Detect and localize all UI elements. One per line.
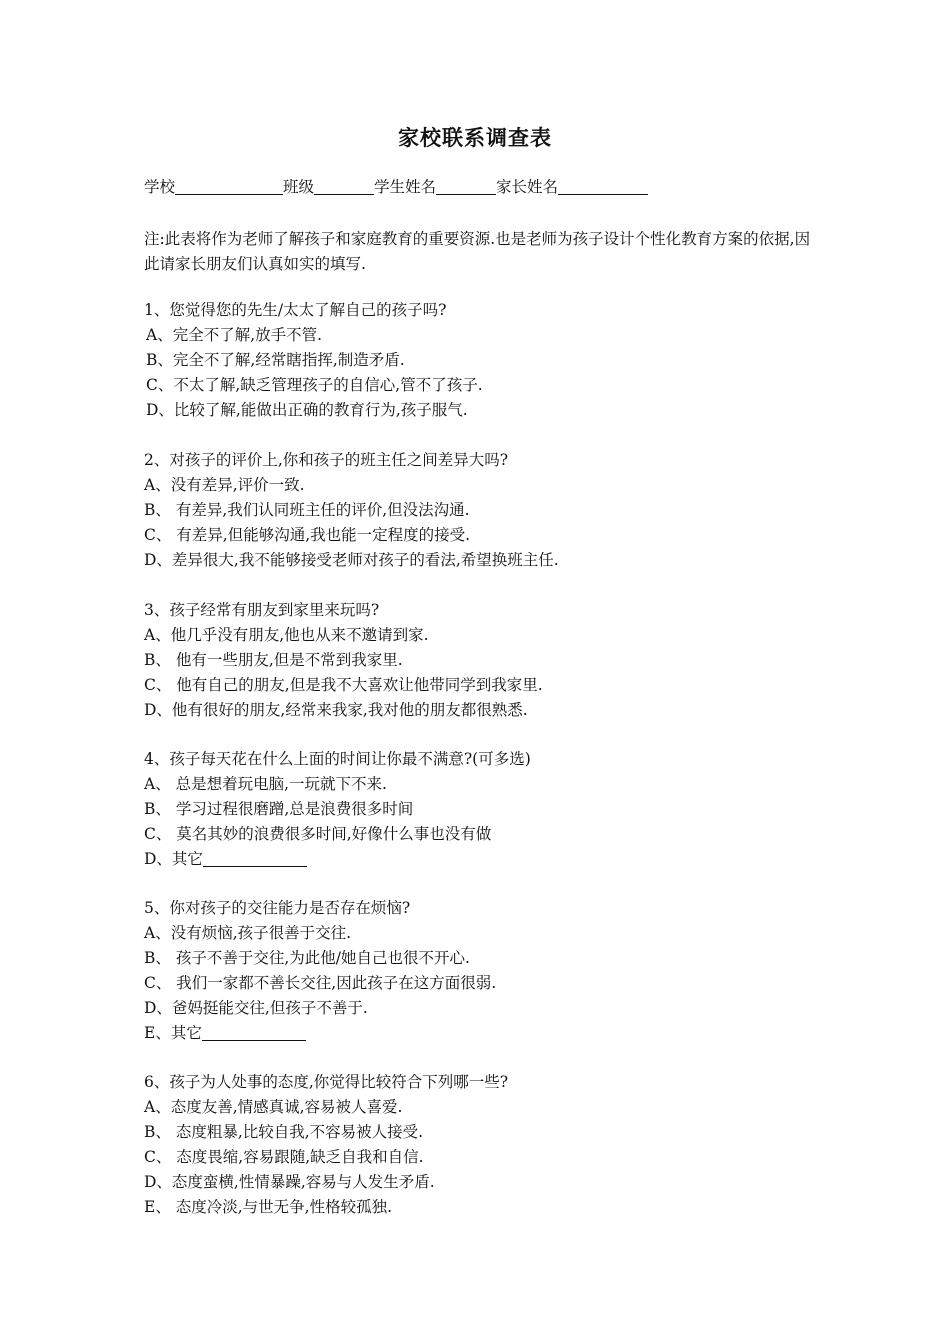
question-title: 2、对孩子的评价上,你和孩子的班主任之间差异大吗? — [144, 451, 509, 469]
question-title: 3、孩子经常有朋友到家里来玩吗? — [144, 601, 380, 619]
option-a: A、态度友善,情感真诚,容易被人喜爱. — [144, 1098, 403, 1116]
option-c: C、 有差异,但能够沟通,我也能一定程度的接受. — [144, 526, 471, 544]
option-b: B、完全不了解,经常瞎指挥,制造矛盾. — [146, 351, 405, 369]
option-d: D、态度蛮横,性情暴躁,容易与人发生矛盾. — [144, 1173, 435, 1191]
option-e: E、 态度冷淡,与世无争,性格较孤独. — [144, 1198, 393, 1216]
option-b: B、 他有一些朋友,但是不常到我家里. — [144, 651, 403, 669]
school-label: 学校 — [144, 178, 176, 196]
info-line — [144, 175, 648, 197]
option-d: D、他有很好的朋友,经常来我家,我对他的朋友都很熟悉. — [144, 701, 528, 719]
page-title: 家校联系调查表 — [398, 125, 552, 150]
option-d-label: D、其它 — [144, 850, 203, 868]
option-c: C、 莫名其妙的浪费很多时间,好像什么事也没有做 — [144, 825, 492, 843]
option-e-label: E、其它 — [144, 1024, 202, 1042]
other-fill-blank — [203, 850, 307, 867]
option-a: A、 总是想着玩电脑,一玩就下不来. — [144, 775, 387, 793]
option-a: A、他几乎没有朋友,他也从来不邀请到家. — [144, 626, 429, 644]
option-a: A、没有烦恼,孩子很善于交往. — [144, 924, 352, 942]
option-b: B、 有差异,我们认同班主任的评价,但没法沟通. — [144, 501, 470, 519]
option-c: C、 态度畏缩,容易跟随,缺乏自我和自信. — [144, 1148, 424, 1166]
option-b: B、 态度粗暴,比较自我,不容易被人接受. — [144, 1123, 424, 1141]
option-d: D、比较了解,能做出正确的教育行为,孩子服气. — [146, 401, 468, 419]
option-c: C、 我们一家都不善长交往,因此孩子在这方面很弱. — [144, 974, 497, 992]
option-c: C、 他有自己的朋友,但是我不大喜欢让他带同学到我家里. — [144, 676, 543, 694]
question-5 — [144, 896, 824, 1046]
option-d: D、差异很大,我不能够接受老师对孩子的看法,希望换班主任. — [144, 551, 559, 569]
question-3 — [144, 598, 824, 723]
school-blank — [175, 178, 283, 195]
option-a: A、没有差异,评价一致. — [144, 476, 305, 494]
question-title: 6、孩子为人处事的态度,你觉得比较符合下列哪一些? — [144, 1073, 509, 1091]
parent-name-label: 家长姓名 — [496, 178, 559, 196]
instruction-note: 注:此表将作为老师了解孩子和家庭教育的重要资源.也是老师为孩子设计个性化教育方案的依据,因此请家长朋友们认真如实的填写. — [144, 230, 811, 273]
option-e — [144, 1021, 824, 1046]
class-label: 班级 — [283, 178, 315, 196]
option-b: B、 孩子不善于交往,为此他/她自己也很不开心. — [144, 949, 470, 967]
option-a: A、完全不了解,放手不管. — [146, 326, 323, 344]
option-d — [144, 847, 824, 872]
option-c: C、不太了解,缺乏管理孩子的自信心,管不了孩子. — [146, 376, 483, 394]
class-blank — [314, 178, 374, 195]
option-d: D、爸妈挺能交往,但孩子不善于. — [144, 999, 368, 1017]
question-title: 1、您觉得您的先生/太太了解自己的孩子吗? — [144, 301, 447, 319]
parent-name-blank — [558, 178, 648, 195]
question-title: 5、你对孩子的交往能力是否存在烦恼? — [144, 899, 411, 917]
option-b: B、 学习过程很磨蹭,总是浪费很多时间 — [144, 800, 414, 818]
question-1 — [144, 298, 824, 423]
other-fill-blank — [202, 1024, 306, 1041]
student-name-blank — [436, 178, 496, 195]
question-2 — [144, 448, 824, 573]
student-name-label: 学生姓名 — [374, 178, 437, 196]
question-4 — [144, 747, 824, 872]
question-6 — [144, 1070, 824, 1220]
question-title: 4、孩子每天花在什么上面的时间让你最不满意?(可多选) — [144, 750, 531, 768]
